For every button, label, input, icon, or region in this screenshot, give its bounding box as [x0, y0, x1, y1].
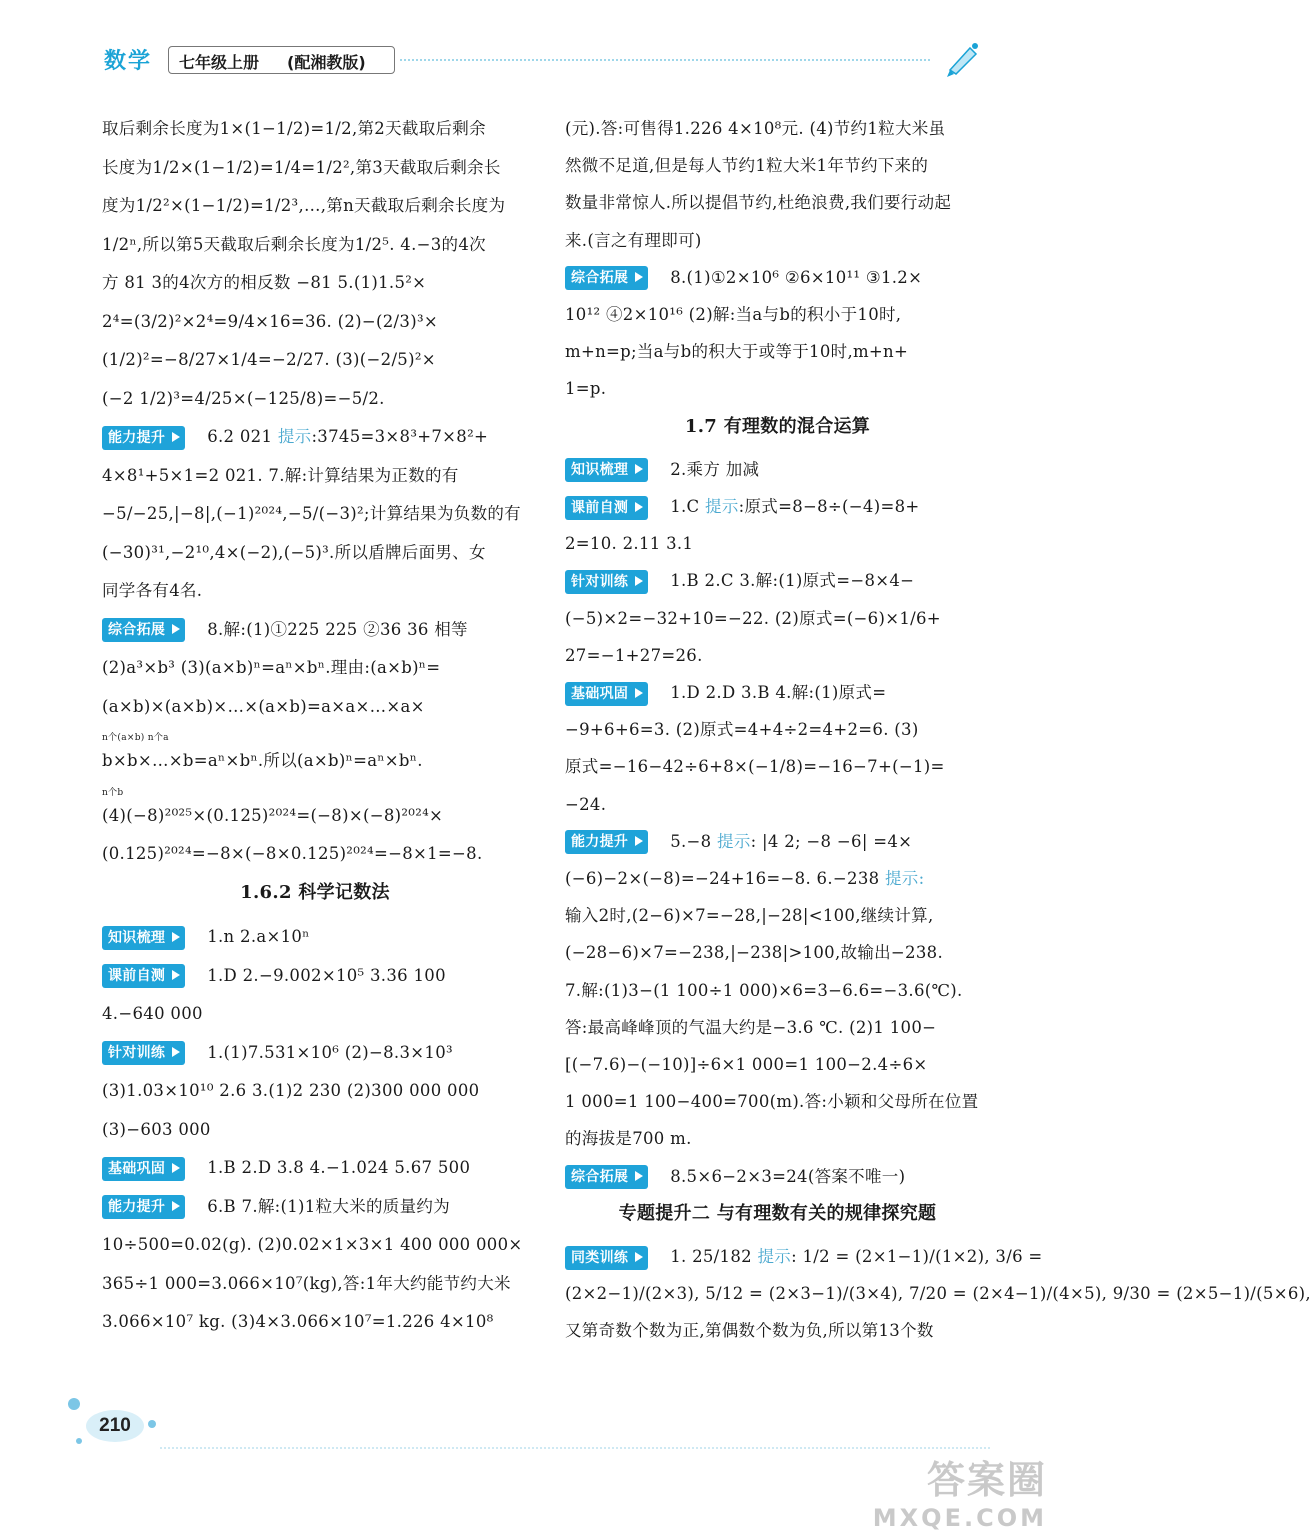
answer-text-line: [565, 940, 990, 966]
tagged-answer-line: [565, 457, 990, 483]
tagged-answer-line: [565, 1244, 1043, 1270]
answer-text: 来.(言之有理即可): [565, 230, 702, 250]
answer-text-line: [102, 347, 528, 373]
answer-text: −5/−25,|−8|,(−1)²⁰²⁴,−5/(−3)²;计算结果为负数的有: [102, 504, 521, 523]
answer-text: 答:最高峰峰顶的气温大约是−3.6 ℃. (2)1 100−: [565, 1017, 937, 1037]
answer-text-line: [102, 501, 528, 527]
section-tag-badge: 基础巩固: [565, 682, 648, 706]
answer-text: 1 000=1 100−400=700(m).答:小颖和父母所在位置: [565, 1092, 979, 1112]
decor-bubble: [68, 1398, 80, 1410]
answer-text-line: [102, 1078, 528, 1104]
answer-text: 数量非常惊人.所以提倡节约,杜绝浪费,我们要行动起: [565, 193, 952, 213]
answer-text: (2)a³×b³ (3)(a×b)ⁿ=aⁿ×bⁿ.理由:(a×b)ⁿ=: [102, 658, 441, 677]
answer-text-line: [102, 270, 528, 296]
hint-label: 提示: [757, 1247, 792, 1266]
answer-text: (−6)−2×(−8)=−24+16=−8. 6.−238: [565, 869, 885, 888]
answer-text-line: [102, 803, 528, 829]
section-tag-badge: 针对训练: [102, 1041, 185, 1065]
answer-text-line: [102, 232, 528, 258]
answer-text-line: [565, 116, 990, 142]
grade-label: 七年级上册: [179, 53, 260, 72]
answer-text-line: [565, 302, 990, 328]
answer-text: 输入2时,(2−6)×7=−28,|−28|<100,继续计算,: [565, 906, 934, 926]
answer-text: (a×b)×(a×b)×…×(a×b)=a×a×…×a×: [102, 696, 425, 716]
section-tag-badge: 基础巩固: [102, 1157, 185, 1181]
tagged-answer-line: [102, 924, 528, 950]
section-tag-badge: 综合拓展: [565, 1165, 648, 1189]
answer-text-line: [102, 309, 528, 335]
answer-text: (3)−603 000: [102, 1119, 211, 1139]
answer-text: 度为1/2²×(1−1/2)=1/2³,…,第n天截取后剩余长度为: [102, 196, 506, 215]
answer-text: 1.D 2.−9.002×10⁵ 3.36 100: [207, 965, 446, 985]
answer-text: (元).答:可售得1.226 4×10⁸元. (4)节约1粒大米虽: [565, 119, 946, 138]
answer-text-line: [102, 694, 528, 720]
watermark: [873, 1449, 1047, 1532]
section-tag-badge: 课前自测: [102, 964, 185, 988]
hint-label: 提示: [277, 427, 312, 446]
answer-text-line: [565, 606, 990, 632]
answer-text: m+n=p;当a与b的积大于或等于10时,m+n+: [565, 342, 909, 362]
section-title: 专题提升二 与有理数有关的规律探究题: [618, 1202, 937, 1224]
answer-text: 1=p.: [565, 379, 607, 399]
answer-text-line: [102, 463, 528, 489]
tagged-answer-line: [102, 617, 528, 643]
answer-text: (1/2)²=−8/27×1/4=−2/27. (3)(−2/5)²×: [102, 350, 436, 369]
answer-text: 1. 25/182: [670, 1247, 758, 1266]
answer-text: 4×8¹+5×1=2 021. 7.解:计算结果为正数的有: [102, 465, 459, 485]
edition-label: (配湘教版): [287, 53, 366, 72]
answer-text: (−5)×2=−32+10=−22. (2)原式=(−6)×1/6+: [565, 608, 941, 628]
section-tag-badge: 综合拓展: [565, 266, 648, 290]
answer-text: 然微不足道,但是每人节约1粒大米1年节约下来的: [565, 156, 929, 176]
answer-text: 365÷1 000=3.066×10⁷(kg),答:1年大约能节约大米: [102, 1273, 511, 1293]
answer-text-rest: :原式=8−8÷(−4)=8+: [738, 497, 920, 516]
section-tag-badge: 知识梳理: [102, 926, 185, 950]
subject-title: 数学: [104, 49, 153, 74]
tagged-answer-line: [565, 680, 990, 706]
answer-text: 7.解:(1)3−(1 100÷1 000)×6=3−6.6=−3.6(℃).: [565, 980, 963, 1000]
tagged-answer-line: [102, 1194, 528, 1220]
answer-text-line: [102, 578, 528, 604]
answer-text-rest: :3745=3×8³+7×8²+: [311, 427, 489, 446]
answer-text: 又第奇数个数为正,第偶数个数为负,所以第13个数: [565, 1321, 934, 1341]
hint-label: 提示: [717, 831, 751, 851]
tagged-answer-line: [565, 829, 990, 855]
answer-text: 10¹² ④2×10¹⁶ (2)解:当a与b的积小于10时,: [565, 305, 902, 324]
answer-text-line: [102, 193, 528, 219]
answer-text-line: [565, 531, 990, 557]
watermark-line2: MXQE.COM: [872, 1504, 1047, 1532]
answer-text: 8.5×6−2×3=24(答案不唯一): [670, 1166, 906, 1186]
answer-text-line: [102, 116, 528, 142]
answer-text-line: [565, 1318, 990, 1344]
section-tag-badge: 针对训练: [565, 570, 648, 594]
footer-divider: [160, 1447, 990, 1449]
answer-text: 1.B 2.C 3.解:(1)原式=−8×4−: [670, 571, 915, 591]
answer-text-line: [102, 655, 528, 681]
answer-text: 8.(1)①2×10⁶ ②6×10¹¹ ③1.2×: [670, 267, 923, 287]
answer-text-line: [565, 190, 990, 216]
brace-annotation: n个(a×b) n个a: [102, 733, 169, 743]
watermark-line1: 答案圈: [926, 1458, 1047, 1502]
answer-text: (−30)³¹,−2¹⁰,4×(−2),(−5)³.所以盾牌后面男、女: [102, 542, 486, 562]
answer-text: 10÷500=0.02(g). (2)0.02×1×3×1 400 000 000×: [102, 1235, 523, 1254]
answer-text: (3)1.03×10¹⁰ 2.6 3.(1)2 230 (2)300 000 000: [102, 1081, 480, 1100]
answer-text: 6.2 021: [207, 427, 278, 446]
answer-text: 8.解:(1)①225 225 ②36 36 相等: [207, 619, 468, 639]
answer-text-line: [565, 376, 990, 402]
brace-annotation: n个b: [102, 787, 124, 798]
answer-text: 的海拔是700 m.: [565, 1129, 692, 1149]
tagged-answer-line: [102, 424, 528, 450]
answer-text-line: [565, 643, 990, 669]
answer-text-line: [102, 1271, 528, 1297]
section-title: 1.6.2 科学记数法: [240, 881, 390, 903]
answer-text: [(−7.6)−(−10)]÷6×1 000=1 100−2.4÷6×: [565, 1055, 928, 1074]
answer-text-line: [565, 792, 990, 818]
answer-text-line: [565, 866, 990, 892]
answer-text-line: [565, 1089, 990, 1115]
answer-text: 方 81 3的4次方的相反数 −81 5.(1)1.5²×: [102, 273, 427, 292]
pencil-icon: [942, 40, 982, 78]
answer-text-line: [565, 978, 990, 1004]
tagged-answer-line: [565, 1164, 990, 1190]
answer-text-line: [102, 155, 528, 181]
answer-text: 1.D 2.D 3.B 4.解:(1)原式=: [670, 683, 887, 702]
section-tag-badge: 知识梳理: [565, 458, 648, 482]
decor-bubble: [76, 1438, 82, 1444]
answer-text: (4)(−8)²⁰²⁵×(0.125)²⁰²⁴=(−8)×(−8)²⁰²⁴×: [102, 805, 444, 825]
answer-text-line: [102, 1309, 528, 1335]
answer-text-line: [102, 1001, 528, 1027]
answer-text: 2.乘方 加减: [670, 459, 760, 479]
answer-text-line: [102, 540, 528, 566]
answer-text-line: [102, 386, 528, 412]
answer-text: b×b×…×b=aⁿ×bⁿ.所以(a×b)ⁿ=aⁿ×bⁿ.: [102, 751, 423, 770]
answer-text-line: [565, 228, 990, 254]
decor-bubble: [148, 1420, 156, 1428]
header-divider: [400, 59, 930, 61]
answer-text: 长度为1/2×(1−1/2)=1/4=1/2²,第3天截取后剩余长: [102, 157, 501, 177]
answer-text: 3.066×10⁷ kg. (3)4×3.066×10⁷=1.226 4×10⁸: [102, 1312, 494, 1331]
answer-text: 1.B 2.D 3.8 4.−1.024 5.67 500: [207, 1158, 471, 1177]
hint-label: 提示:: [884, 869, 925, 888]
page-header: [100, 42, 980, 82]
answer-text: 原式=−16−42÷6+8×(−1/8)=−16−7+(−1)=: [565, 757, 945, 777]
answer-text-line: [565, 754, 990, 780]
tagged-answer-line: [102, 1040, 528, 1066]
answer-text: (−28−6)×7=−238,|−238|>100,故输出−238.: [565, 943, 943, 963]
section-tag-badge: 能力提升: [102, 1195, 185, 1219]
answer-text-line: [102, 1117, 528, 1143]
section-tag-badge: 同类训练: [565, 1246, 648, 1270]
answer-text-line: [565, 903, 990, 929]
answer-text: 5.−8: [670, 831, 718, 851]
answer-text: −24.: [565, 794, 607, 814]
answer-text: 1.n 2.a×10ⁿ: [207, 927, 310, 946]
answer-text-line: [565, 1126, 990, 1152]
section-tag-badge: 课前自测: [565, 496, 648, 520]
answer-text-line: [102, 748, 528, 774]
answer-text-line: [565, 717, 990, 743]
answer-text-rest: : |4 2; −8 −6| =4×: [750, 831, 913, 851]
answer-text: (2×2−1)/(2×3), 5/12 = (2×3−1)/(3×4), 7/20 = (2×4−1)/(4×5), 9/30 = (2×5−1)/(5×6),: [565, 1284, 1311, 1304]
answer-text: −9+6+6=3. (2)原式=4+4÷2=4+2=6. (3): [565, 720, 919, 740]
grade-label-box: [168, 46, 395, 74]
answer-text: (0.125)²⁰²⁴=−8×(−8×0.125)²⁰²⁴=−8×1=−8.: [102, 844, 483, 863]
tagged-answer-line: [102, 1155, 528, 1181]
answer-text-line: [102, 841, 528, 867]
answer-text-rest: : 1/2 = (2×1−1)/(1×2), 3/6 =: [791, 1247, 1043, 1266]
tagged-answer-line: [565, 568, 990, 594]
answer-text: 1/2ⁿ,所以第5天截取后剩余长度为1/2⁵. 4.−3的4次: [102, 234, 486, 254]
tagged-answer-line: [565, 265, 990, 291]
answer-text: 1.C: [670, 497, 706, 516]
section-tag-badge: 能力提升: [102, 426, 185, 450]
section-tag-badge: 综合拓展: [102, 618, 185, 642]
answer-text: 取后剩余长度为1×(1−1/2)=1/2,第2天截取后剩余: [102, 119, 486, 138]
answer-text: (−2 1/2)³=4/25×(−125/8)=−5/2.: [102, 388, 385, 408]
answer-text-line: [565, 153, 990, 179]
answer-text-line: [565, 1052, 990, 1078]
page-number: 210: [86, 1410, 144, 1442]
answer-text: 27=−1+27=26.: [565, 645, 703, 665]
answer-text-line: [565, 1015, 990, 1041]
answer-text: 6.B 7.解:(1)1粒大米的质量约为: [207, 1196, 450, 1216]
tagged-answer-line: [565, 494, 990, 520]
answer-text: 1.(1)7.531×10⁶ (2)−8.3×10³: [207, 1042, 453, 1062]
section-title: 1.7 有理数的混合运算: [684, 415, 871, 437]
tagged-answer-line: [102, 963, 528, 989]
answer-text: 同学各有4名.: [102, 581, 203, 600]
answer-text: 4.−640 000: [102, 1004, 203, 1023]
section-tag-badge: 能力提升: [565, 830, 648, 854]
answer-text: 2=10. 2.11 3.1: [565, 534, 694, 554]
answer-text-line: [102, 1232, 528, 1258]
answer-text-line: [565, 1281, 1311, 1307]
hint-label: 提示: [705, 497, 739, 516]
answer-text: 2⁴=(3/2)²×2⁴=9/4×16=36. (2)−(2/3)³×: [102, 311, 438, 331]
answer-text-line: [565, 339, 990, 365]
